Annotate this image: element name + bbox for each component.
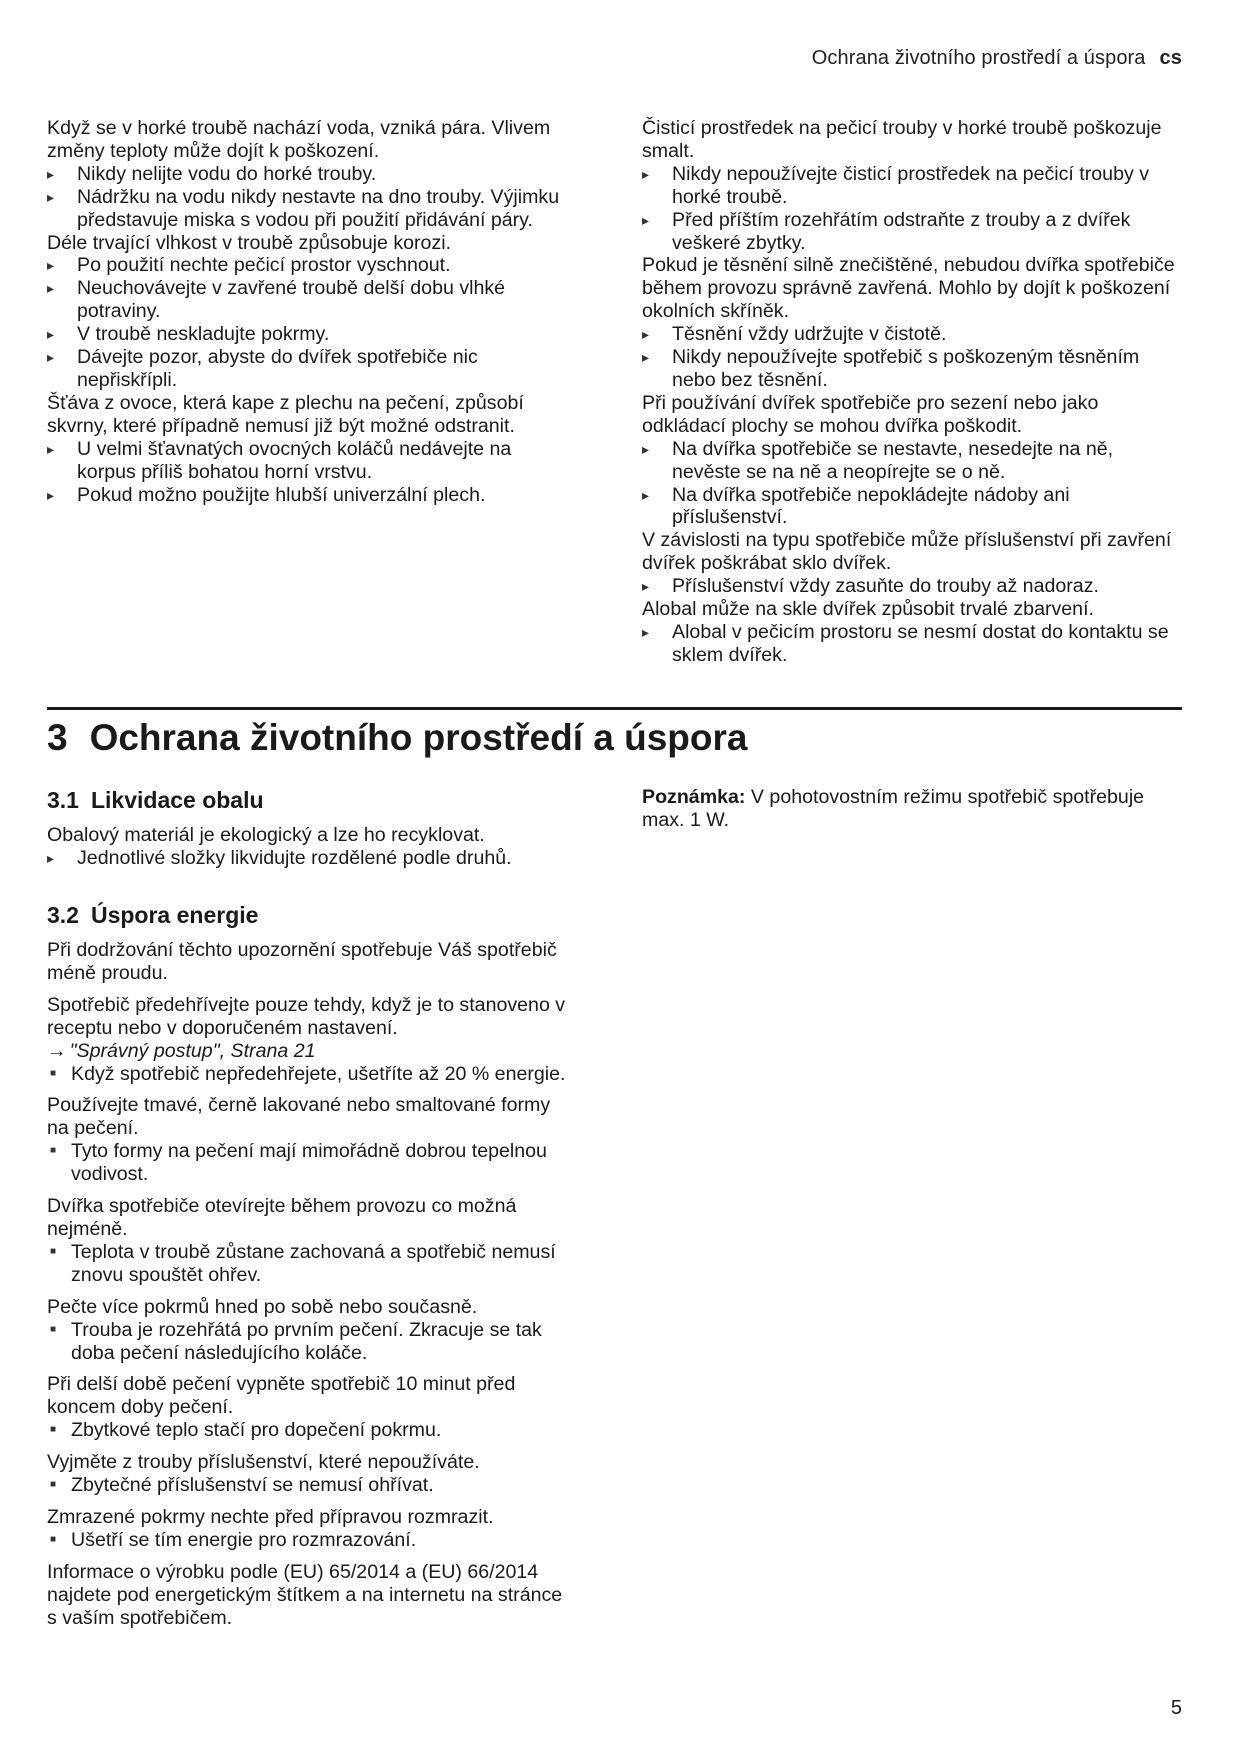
list-item: ■ Tyto formy na pečení mají mimořádně dobrou tepelnou vodivost.	[47, 1140, 567, 1186]
paragraph: Při delší době pečení vypněte spotřebič 10 minut před koncem doby pečení.	[47, 1373, 516, 1419]
section-3-1	[47, 786, 567, 870]
list-item: ▸ Před příštím rozehřátím odstraňte z trouby a z dvířek veškeré zbytky.	[642, 209, 1182, 255]
section-number: 3.1	[47, 787, 79, 813]
bullet-list	[642, 163, 1182, 255]
list-item: ▸ Dávejte pozor, abyste do dvířek spotřebiče nic nepřiskřípli.	[47, 346, 567, 392]
section-title-text: Úspora energie	[90, 902, 259, 928]
result-list	[47, 1529, 567, 1552]
chapter-divider	[47, 707, 1182, 710]
bullet-list	[47, 438, 567, 507]
list-item: ▸ Nikdy nepoužívejte čisticí prostředek na pečicí trouby v horké troubě.	[642, 163, 1182, 209]
result-list	[47, 1319, 567, 1365]
result-list	[47, 1474, 567, 1497]
result-list	[47, 1140, 567, 1186]
note-label: Poznámka:	[642, 786, 746, 808]
result-list	[47, 1241, 567, 1287]
paragraph: Déle trvající vlhkost v troubě způsobuje korozi.	[47, 231, 452, 254]
tip-group	[47, 1506, 567, 1552]
header-title: Ochrana životního prostředí a úspora	[811, 47, 1146, 69]
tip-group	[47, 1195, 567, 1287]
list-item: ■ Ušetří se tím energie pro rozmrazování.	[47, 1529, 567, 1552]
note-paragraph	[642, 786, 1182, 832]
section-number: 3.2	[47, 902, 79, 928]
list-item: ▸ Nikdy nelijte vodu do horké trouby.	[47, 163, 567, 186]
list-item: ▸ Jednotlivé složky likvidujte rozdělené podle druhů.	[47, 847, 567, 870]
chapter-title-text: Ochrana životního prostředí a úspora	[89, 717, 748, 758]
tip-group	[47, 1094, 567, 1186]
list-item: ▸ Pokud možno použijte hlubší univerzální plech.	[47, 484, 567, 507]
paragraph: Když se v horké troubě nachází voda, vzniká pára. Vlivem změny teploty může dojít k poškození.	[47, 117, 551, 162]
paragraph: Zmrazené pokrmy nechte před přípravou rozmrazit.	[47, 1505, 494, 1528]
list-item: ▸ V troubě neskladujte pokrmy.	[47, 323, 567, 346]
list-item: ▸ Na dvířka spotřebiče se nestavte, nesedejte na ně, nevěste se na ně a neopírejte se o ně.	[642, 438, 1182, 484]
top-left-column	[47, 117, 567, 506]
tip-group	[47, 1296, 567, 1365]
list-item: ▸ Nikdy nepoužívejte spotřebič s poškozeným těsněním nebo bez těsnění.	[642, 346, 1182, 392]
list-item: ▸ Těsnění vždy udržujte v čistotě.	[642, 323, 1182, 346]
paragraph: Čisticí prostředek na pečicí trouby v horké troubě poškozuje smalt.	[642, 117, 1162, 162]
list-item: ▸ Na dvířka spotřebiče nepokládejte nádoby ani příslušenství.	[642, 484, 1182, 530]
list-item: ▸ Alobal v pečicím prostoru se nesmí dostat do kontaktu se sklem dvířek.	[642, 621, 1182, 667]
paragraph: Vyjměte z trouby příslušenství, které nepoužíváte.	[47, 1451, 480, 1474]
list-item: ■ Trouba je rozehřátá po prvním pečení. Zkracuje se tak doba pečení následujícího koláče.	[47, 1319, 567, 1365]
bullet-list	[47, 163, 567, 232]
bullet-list	[642, 575, 1182, 598]
bullet-list	[642, 438, 1182, 530]
cross-reference-text: "Správný postup", Strana 21	[69, 1039, 316, 1062]
paragraph: Při dodržování těchto upozornění spotřebuje Váš spotřebič méně proudu.	[47, 939, 557, 984]
list-item: ▸ Příslušenství vždy zasuňte do trouby až nadoraz.	[642, 575, 1182, 598]
list-item: ▸ Nádržku na vodu nikdy nestavte na dno trouby. Výjimku představuje miska s vodou při použití přidávání páry.	[47, 186, 567, 232]
list-item: ■ Zbytkové teplo stačí pro dopečení pokrmu.	[47, 1419, 567, 1442]
paragraph: Dvířka spotřebiče otevírejte během provozu co možná nejméně.	[47, 1195, 517, 1240]
tip-group	[47, 1373, 567, 1442]
paragraph: Šťáva z ovoce, která kape z plechu na pečení, způsobí skvrny, které případně nemusí již být možné odstranit.	[47, 391, 524, 437]
paragraph: Spotřebič předehřívejte pouze tehdy, když je to stanoveno v receptu nebo v doporučeném nastavení.	[47, 993, 566, 1039]
tip-group	[47, 1561, 567, 1630]
bullet-list	[47, 847, 567, 870]
chapter-title	[47, 714, 747, 762]
list-item: ▸ U velmi šťavnatých ovocných koláčů nedávejte na korpus příliš bohatou horní vrstvu.	[47, 438, 567, 484]
paragraph: Obalový materiál je ekologický a lze ho recyklovat.	[47, 824, 485, 846]
language-code: cs	[1159, 47, 1182, 69]
section-3-2	[47, 901, 567, 1629]
section-title	[47, 901, 567, 929]
paragraph: V závislosti na typu spotřebiče může příslušenství při zavření dvířek poškrábat sklo dvířek.	[642, 529, 1172, 575]
bullet-list	[642, 323, 1182, 392]
paragraph: Alobal může na skle dvířek způsobit trvalé zbarvení.	[642, 598, 1094, 621]
paragraph: Pečte více pokrmů hned po sobě nebo současně.	[47, 1295, 478, 1318]
page-number: 5	[1170, 1697, 1182, 1719]
list-item: ▸ Po použití nechte pečicí prostor vyschnout.	[47, 254, 567, 277]
result-list	[47, 1419, 567, 1442]
top-right-column	[642, 117, 1182, 667]
bullet-list	[642, 621, 1182, 667]
section-title	[47, 786, 567, 814]
paragraph: Pokud je těsnění silně znečištěné, nebudou dvířka spotřebiče během provozu správně zavřená. Mohlo by dojít k poškození okolních skříněk.	[642, 254, 1175, 323]
list-item: ■ Teplota v troubě zůstane zachovaná a spotřebič nemusí znovu spouštět ohřev.	[47, 1241, 567, 1287]
chapter-number: 3	[47, 717, 68, 758]
note	[642, 786, 1182, 832]
list-item: ■ Když spotřebič nepředehřejete, ušetříte až 20 % energie.	[47, 1063, 567, 1086]
paragraph: Používejte tmavé, černě lakované nebo smaltované formy na pečení.	[47, 1094, 551, 1140]
list-item: ■ Zbytečné příslušenství se nemusí ohřívat.	[47, 1474, 567, 1497]
bullet-list	[47, 254, 567, 391]
note-text: V pohotovostním režimu spotřebič spotřebuje max. 1 W.	[642, 786, 1145, 831]
paragraph: Informace o výrobku podle (EU) 65/2014 a (EU) 66/2014 najdete pod energetickým štítkem a na internetu na stránce s vaším spotřebičem.	[47, 1560, 563, 1629]
tip-group	[47, 939, 567, 985]
section-title-text: Likvidace obalu	[90, 787, 264, 813]
paragraph: Při používání dvířek spotřebiče pro sezení nebo jako odkládací plochy se mohou dvířka poškodit.	[642, 391, 1099, 437]
page-header	[812, 47, 1182, 70]
tip-group	[47, 994, 567, 1086]
list-item: ▸ Neuchovávejte v zavřené troubě delší dobu vlhké potraviny.	[47, 277, 567, 323]
tip-group	[47, 1451, 567, 1497]
arrow-right-icon: →	[47, 1039, 67, 1062]
cross-reference-link[interactable]	[47, 1040, 567, 1063]
result-list	[47, 1063, 567, 1086]
